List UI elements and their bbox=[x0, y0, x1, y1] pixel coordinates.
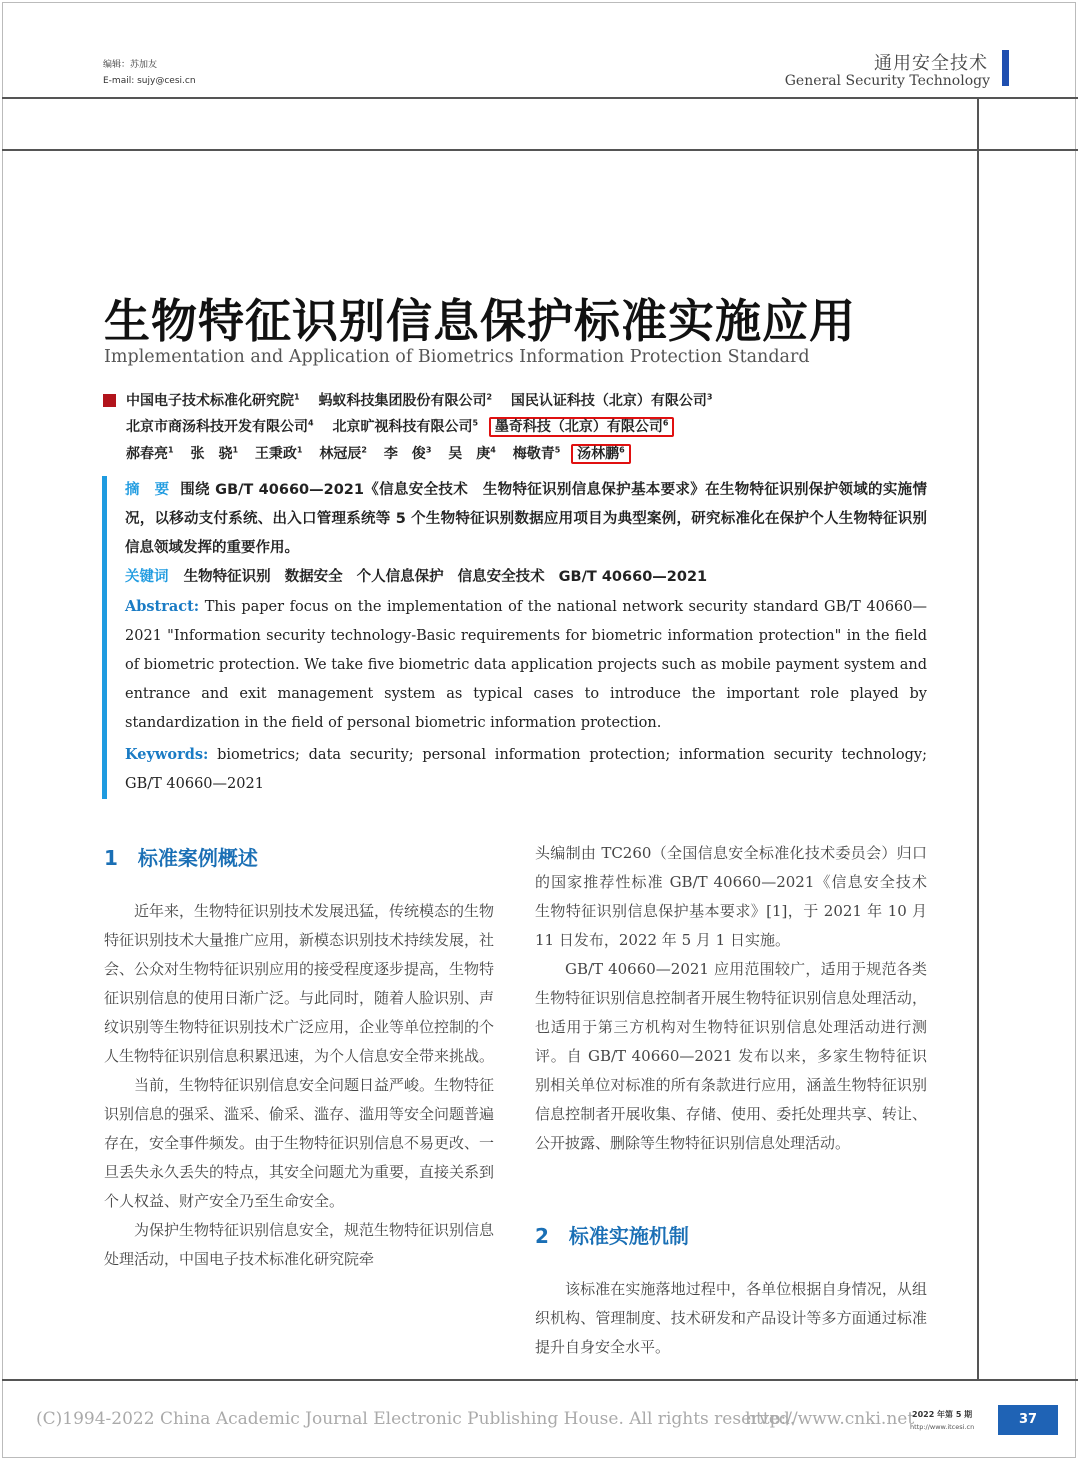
affiliation-bullet bbox=[103, 394, 116, 407]
keyword-zh-2: 数据安全 bbox=[284, 569, 343, 585]
section-1-paragraph-2: 当前，生物特征识别信息安全问题日益严峻。生物特征识别信息的强采、滥采、偷采、滥存、滥用等安全问题普遍存在，安全事件频发。由于生物特征识别信息不易更改、一旦丢失永久丢失的特点，其安全问题尤为重要，直接关系到个人权益、财产安全乃至生命安全。 bbox=[104, 1076, 495, 1210]
journal-name-zh: 通用安全技术 bbox=[874, 53, 988, 74]
keywords-en bbox=[125, 740, 927, 799]
author-8-highlighted: 汤林鹏$^6$ bbox=[571, 444, 631, 464]
affiliation-6-highlighted: 墨奇科技（北京）有限公司$^6$ bbox=[489, 417, 675, 437]
footer-rule bbox=[2, 1379, 1078, 1381]
affiliation-5: 北京旷视科技有限公司$^5$ bbox=[332, 418, 479, 435]
footer-copyright: (C)1994-2022 China Academic Journal Electronic Publishing House. All rights reserved. bbox=[36, 1409, 796, 1429]
header-rule-top bbox=[2, 97, 1078, 99]
section-1-heading: 1 标准案例概述 bbox=[104, 846, 258, 870]
author-1: 郝春亮$^1$ bbox=[126, 445, 174, 462]
section-2-heading: 2 标准实施机制 bbox=[535, 1224, 689, 1248]
page-number: 37 bbox=[998, 1405, 1058, 1435]
right-margin-rule bbox=[977, 98, 979, 1380]
keyword-zh-4: 信息安全技术 bbox=[457, 569, 545, 585]
abstract-en bbox=[125, 592, 927, 738]
page-title: 生物特征识别信息保护标准实施应用 bbox=[104, 294, 856, 348]
section-2-body bbox=[535, 1275, 927, 1362]
footer-site: http://www.itcesi.cn bbox=[910, 1423, 975, 1431]
email-line: E-mail: sujy@cesi.cn bbox=[103, 76, 196, 86]
journal-name-en: General Security Technology bbox=[784, 73, 990, 89]
footer-url: http://www.cnki.net bbox=[745, 1409, 915, 1429]
keywords-zh-label: 关键词 bbox=[125, 569, 169, 585]
affiliation-3: 国民认证科技（北京）有限公司$^3$ bbox=[510, 392, 713, 409]
abstract-zh-label: 摘 要 bbox=[125, 482, 170, 498]
abstract-en-label: Abstract: bbox=[125, 598, 200, 615]
affiliation-row-1 bbox=[126, 390, 712, 410]
affiliation-2: 蚂蚁科技集团股份有限公司$^2$ bbox=[318, 392, 493, 409]
author-7: 梅敬青$^5$ bbox=[512, 445, 561, 462]
section-1-paragraph-3-cont: 头编制由 TC260（全国信息安全标准化技术委员会）归口的国家推荐性标准 GB/T 40660—2021《信息安全技术 生物特征识别信息保护基本要求》[1]，于 2021 年 10 月 11 日发布，2022 年 5 月 1 日实施。 bbox=[535, 844, 943, 949]
abstract-zh bbox=[125, 476, 927, 563]
affiliation-4: 北京市商汤科技开发有限公司$^4$ bbox=[126, 418, 314, 435]
header-rule-bottom bbox=[2, 149, 1078, 151]
abstract-zh-text: 围绕 GB/T 40660—2021《信息安全技术 生物特征识别信息保护基本要求》在生物特征识别保护领域的实施情况，以移动支付系统、出入口管理系统等 5 个生物特征识别数据应用项目为典型案例，研究标准化在保护个人生物特征识别信息领域发挥的重要作用。 bbox=[125, 482, 927, 556]
section-1-paragraph-4: GB/T 40660—2021 应用范围较广，适用于规范各类生物特征识别信息控制者开展生物特征识别信息处理活动，也适用于第三方机构对生物特征识别信息处理活动进行测评。自 GB/T 40660—2021 发布以来，多家生物特征识别相关单位对标准的所有条款进行应用，涵盖生物特征识别信息控制者开展收集、存储、使用、委托处理共享、转让、公开披露、删除等生物特征识别信息处理活动。 bbox=[535, 960, 927, 1152]
keyword-zh-3: 个人信息保护 bbox=[356, 569, 444, 585]
section-1-paragraph-1: 近年来，生物特征识别技术发展迅猛，传统模态的生物特征识别技术大量推广应用，新模态识别技术持续发展，社会、公众对生物特征识别应用的接受程度逐步提高，生物特征识别信息的使用日渐广泛。与此同时，随着人脸识别、声纹识别等生物特征识别技术广泛应用，企业等单位控制的个人生物特征识别信息积累迅速，为个人信息安全带来挑战。 bbox=[104, 902, 495, 1065]
affiliation-row-2 bbox=[126, 416, 674, 436]
keyword-zh-5: GB/T 40660—2021 bbox=[558, 569, 708, 585]
keywords-en-text: biometrics; data security; personal information protection; information security technology; GB/T 40660—2021 bbox=[125, 747, 928, 792]
author-6: 吴 庚$^4$ bbox=[448, 445, 496, 462]
author-5: 李 俊$^3$ bbox=[383, 445, 432, 462]
section-1-paragraph-3: 为保护生物特征识别信息安全，规范生物特征识别信息处理活动，中国电子技术标准化研究院牵 bbox=[104, 1221, 495, 1268]
author-2: 张 骁$^1$ bbox=[190, 445, 239, 462]
editor-line: 编辑：苏加友 bbox=[103, 60, 158, 70]
abstract-box bbox=[102, 476, 927, 799]
affiliation-1: 中国电子技术标准化研究院$^1$ bbox=[126, 392, 300, 409]
author-3: 王秉政$^1$ bbox=[254, 445, 303, 462]
keywords-en-label: Keywords: bbox=[125, 746, 209, 763]
page-title-en: Implementation and Application of Biometrics Information Protection Standard bbox=[104, 347, 810, 367]
keywords-zh bbox=[125, 563, 927, 592]
section-2-paragraph-1: 该标准在实施落地过程中，各单位根据自身情况，从组织机构、管理制度、技术研发和产品设计等多方面通过标准提升自身安全水平。 bbox=[535, 1280, 927, 1356]
author-4: 林冠辰$^2$ bbox=[319, 445, 367, 462]
right-column bbox=[535, 839, 943, 1158]
author-row bbox=[126, 443, 631, 463]
footer-issue: 2022 年第 5 期 bbox=[912, 1410, 973, 1419]
abstract-en-text: This paper focus on the implementation of the national network security standard GB/T 40660—2021 "Information security technology-Basic requirements for biometric information protection" in the field of biometric protection. We take five biometric data application projects such as mobile payment system and entrance and exit management system as typical cases to introduce the important role played by standardization in the field of personal biometric information protection. bbox=[125, 599, 928, 731]
left-column bbox=[104, 897, 494, 1274]
header-blue-bar bbox=[1002, 50, 1009, 86]
keyword-zh-1: 生物特征识别 bbox=[183, 569, 271, 585]
